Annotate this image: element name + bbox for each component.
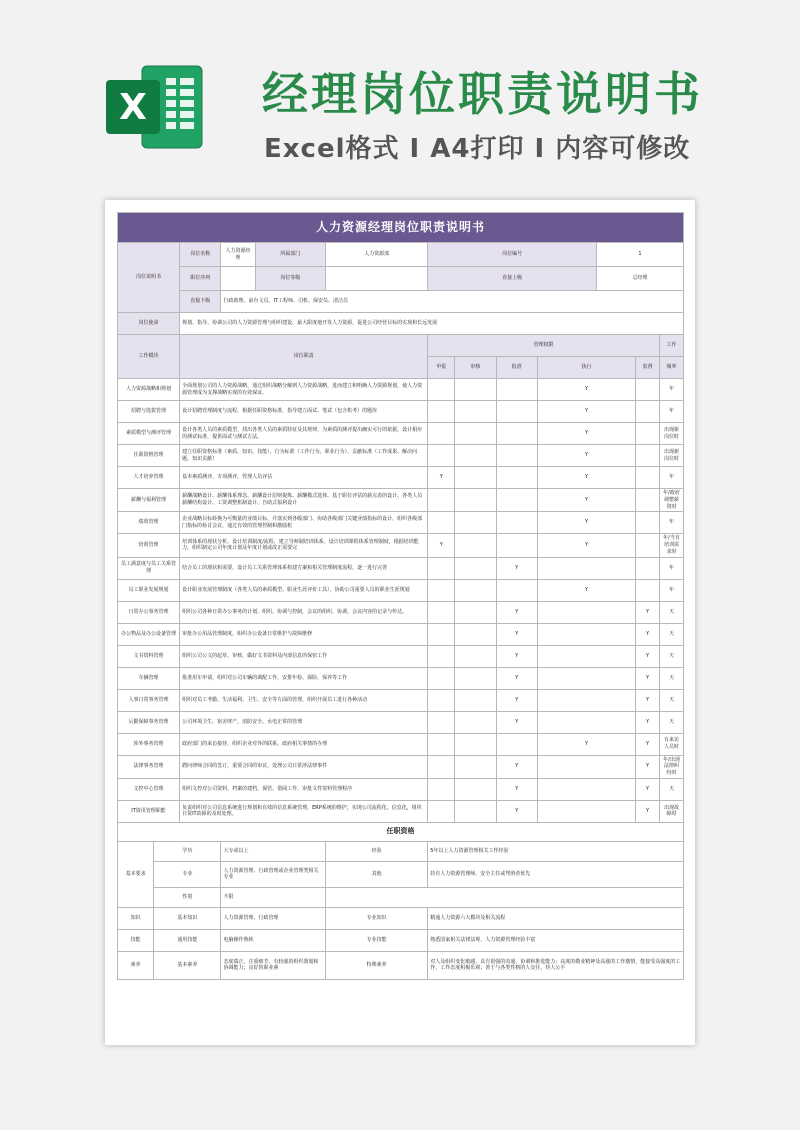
duty-module: 素质模型与测评管理 bbox=[118, 423, 180, 445]
duty-module: 人力资源战略和规划 bbox=[118, 379, 180, 401]
quals-knowledge: 知识 bbox=[118, 907, 154, 929]
perm-review bbox=[455, 733, 496, 755]
perm-approve bbox=[496, 401, 537, 423]
perm-execute bbox=[537, 711, 635, 733]
quals-experience-value: 5年以上人力资源管理相关工作经验 bbox=[428, 841, 684, 861]
duty-module: 车辆管理 bbox=[118, 667, 180, 689]
quals-major-value: 人力资源管理、行政管理或企业管理类相关专业 bbox=[221, 861, 325, 887]
quals-general-skill-label: 通用技能 bbox=[154, 929, 221, 951]
perm-apply bbox=[428, 379, 455, 401]
perm-approve bbox=[496, 489, 537, 512]
perm-apply bbox=[428, 800, 455, 822]
perm-execute: Y bbox=[537, 534, 635, 557]
label-subordinate: 直接下级 bbox=[180, 291, 221, 313]
duty-description: 负责组织对公司信息系统进行规划和有效的信息系统管理，ERP系统的维护，实现公司流程化、信息化，组织日常IT故障的及时处理。 bbox=[180, 800, 428, 822]
quals-gender-label: 性别 bbox=[154, 887, 221, 907]
perm-apply: Y bbox=[428, 467, 455, 489]
perm-apply bbox=[428, 711, 455, 733]
perm-approve: Y bbox=[496, 557, 537, 579]
perm-supervise bbox=[636, 467, 660, 489]
perm-review bbox=[455, 557, 496, 579]
quals-gender-value: 不限 bbox=[221, 887, 325, 907]
duty-row bbox=[118, 579, 684, 601]
duty-description: 设计各类人员的素质模型，找出各类人员的素质特征及其规律，为素质的测评提出确实可行的依据，设计相应的测试标准，提供面试与测试方法。 bbox=[180, 423, 428, 445]
perm-apply bbox=[428, 423, 455, 445]
perm-execute bbox=[537, 601, 635, 623]
duty-description: 基本素质测评，专项测评，管理人员评估 bbox=[180, 467, 428, 489]
duty-description: 薪酬战略设计、薪酬体系理念、薪酬设计原则提炼、薪酬模式选择。基于职位评估的薪点表的设计、各类人员薪酬结构设计、工资调整机制设计、自助式福利设计 bbox=[180, 489, 428, 512]
perm-apply bbox=[428, 778, 455, 800]
label-post-seq: 职位序列 bbox=[180, 267, 221, 291]
perm-approve bbox=[496, 534, 537, 557]
quals-pro-knowledge-value: 精通人力资源六大模块及相关流程 bbox=[428, 907, 684, 929]
quals-skill: 技能 bbox=[118, 929, 154, 951]
duty-row bbox=[118, 445, 684, 467]
header-frequency: 频率 bbox=[659, 357, 683, 379]
header-authority: 管理权限 bbox=[428, 335, 660, 357]
quals-basic-quality-value: 态度端正，注重细节，有较强的组织策划和协调能力；良好的职业素 bbox=[221, 951, 325, 979]
perm-execute: Y bbox=[537, 512, 635, 534]
duty-frequency: 年/政府调整薪资时 bbox=[659, 489, 683, 512]
perm-supervise: Y bbox=[636, 601, 660, 623]
perm-execute bbox=[537, 623, 635, 645]
duty-module: 法律事务管理 bbox=[118, 755, 180, 778]
perm-approve: Y bbox=[496, 800, 537, 822]
duty-module: 文书资料管理 bbox=[118, 645, 180, 667]
perm-approve bbox=[496, 379, 537, 401]
perm-approve bbox=[496, 579, 537, 601]
perm-supervise: Y bbox=[636, 778, 660, 800]
duty-description: 全面规划公司的人力资源战略，通过组织战略分解到人力资源战略，进而建立和明确人力资源规划，使人力资源管理成为支撑战略实现的有效保证。 bbox=[180, 379, 428, 401]
duty-module: 文控中心管理 bbox=[118, 778, 180, 800]
perm-review bbox=[455, 623, 496, 645]
perm-apply bbox=[428, 667, 455, 689]
duty-row bbox=[118, 601, 684, 623]
duty-frequency: 天 bbox=[659, 778, 683, 800]
perm-execute: Y bbox=[537, 379, 635, 401]
perm-supervise bbox=[636, 579, 660, 601]
quals-title: 任职资格 bbox=[118, 822, 684, 841]
perm-supervise: Y bbox=[636, 689, 660, 711]
duty-module: 培训管理 bbox=[118, 534, 180, 557]
duty-module: IT资讯管理职能 bbox=[118, 800, 180, 822]
duty-description: 设计招聘管理制度与流程，根据任职资格标准，指导建立面试、笔试（包含机考）的题库 bbox=[180, 401, 428, 423]
perm-review bbox=[455, 645, 496, 667]
perm-review bbox=[455, 755, 496, 778]
duty-module: 薪酬与福利管理 bbox=[118, 489, 180, 512]
duty-frequency: 有来访人员时 bbox=[659, 733, 683, 755]
duty-row bbox=[118, 379, 684, 401]
perm-approve bbox=[496, 467, 537, 489]
duty-row bbox=[118, 557, 684, 579]
perm-supervise bbox=[636, 423, 660, 445]
perm-execute: Y bbox=[537, 423, 635, 445]
perm-apply bbox=[428, 601, 455, 623]
perm-review bbox=[455, 512, 496, 534]
duty-row bbox=[118, 401, 684, 423]
perm-apply bbox=[428, 489, 455, 512]
doc-title: 人力资源经理岗位职责说明书 bbox=[118, 213, 684, 243]
label-department: 所属部门 bbox=[255, 243, 325, 267]
duty-row bbox=[118, 423, 684, 445]
value-post-seq bbox=[221, 267, 255, 291]
duty-module: 员工满意度与员工关系管理 bbox=[118, 557, 180, 579]
perm-review bbox=[455, 800, 496, 822]
quals-other-value: 持有人力资源管理师、安全主任或驾照者优先 bbox=[428, 861, 684, 887]
hero-subtitle: Excel格式 I A4打印 I 内容可修改 bbox=[264, 134, 691, 164]
perm-supervise: Y bbox=[636, 755, 660, 778]
perm-apply bbox=[428, 445, 455, 467]
quals-basic-knowledge-value: 人力资源管理、行政管理 bbox=[221, 907, 325, 929]
duty-description: 组织对员工考勤、生活福利、卫生、安全等方面的管理，组织开展员工进行各种活动 bbox=[180, 689, 428, 711]
duty-row bbox=[118, 800, 684, 822]
duty-module: 任职资格管理 bbox=[118, 445, 180, 467]
perm-apply bbox=[428, 401, 455, 423]
perm-review bbox=[455, 579, 496, 601]
duty-row bbox=[118, 645, 684, 667]
perm-execute bbox=[537, 645, 635, 667]
duty-row bbox=[118, 512, 684, 534]
perm-execute: Y bbox=[537, 467, 635, 489]
perm-approve bbox=[496, 423, 537, 445]
quals-experience-label: 经验 bbox=[325, 841, 427, 861]
duty-frequency: 年 bbox=[659, 401, 683, 423]
duty-description: 聘问律师合同的签订，重要合同的审议，处理公司日常涉法律事件 bbox=[180, 755, 428, 778]
perm-execute bbox=[537, 689, 635, 711]
duty-module: 办公物品及办公设备管理 bbox=[118, 623, 180, 645]
perm-approve bbox=[496, 512, 537, 534]
duty-module: 涉外事务管理 bbox=[118, 733, 180, 755]
perm-review bbox=[455, 534, 496, 557]
duty-description: 审批办公用品管理制度，组织办公设备日常维护与故障维修 bbox=[180, 623, 428, 645]
perm-execute: Y bbox=[537, 733, 635, 755]
label-post-name: 岗位名称 bbox=[180, 243, 221, 267]
perm-review bbox=[455, 401, 496, 423]
duty-row bbox=[118, 778, 684, 800]
duty-frequency: 年/出现法律纠纷时 bbox=[659, 755, 683, 778]
perm-review bbox=[455, 601, 496, 623]
perm-execute: Y bbox=[537, 401, 635, 423]
perm-apply bbox=[428, 645, 455, 667]
excel-logo-icon bbox=[104, 64, 204, 150]
header-work: 工作 bbox=[659, 335, 683, 357]
perm-execute: Y bbox=[537, 489, 635, 512]
perm-approve bbox=[496, 733, 537, 755]
job-description-table bbox=[117, 212, 684, 980]
duty-description: 企业战略目标转换为可衡量的业绩目标，并落实到各级部门、协助各级部门关键业绩指标的设计，组织各级部门指标的检讨会议，通过有效的管理控制和激励机 bbox=[180, 512, 428, 534]
quals-basic-quality-label: 基本素养 bbox=[154, 951, 221, 979]
perm-review bbox=[455, 379, 496, 401]
perm-supervise bbox=[636, 534, 660, 557]
duty-frequency: 年 bbox=[659, 467, 683, 489]
duty-description: 公司环境卫生，宿舍财产，消防安全、水电正常的管理 bbox=[180, 711, 428, 733]
duty-frequency: 天 bbox=[659, 623, 683, 645]
quals-major-label: 专业 bbox=[154, 861, 221, 887]
perm-approve: Y bbox=[496, 755, 537, 778]
duty-frequency: 天 bbox=[659, 667, 683, 689]
perm-execute bbox=[537, 800, 635, 822]
duty-description: 设计职业发展管理制度（各类人员的素质模型、职业生涯评价工具），协助公司重要人员的职业生涯规划 bbox=[180, 579, 428, 601]
value-department: 人力资源部 bbox=[325, 243, 427, 267]
duty-description: 批准用车申请，组织对公司车辆的调配工作，安排年检、保险、保养等工作 bbox=[180, 667, 428, 689]
duty-frequency: 出现新岗位时 bbox=[659, 445, 683, 467]
duty-row bbox=[118, 733, 684, 755]
perm-apply bbox=[428, 512, 455, 534]
perm-approve: Y bbox=[496, 645, 537, 667]
perm-apply: Y bbox=[428, 534, 455, 557]
perm-header-supervise: 监督 bbox=[636, 357, 660, 379]
perm-header-approve: 批准 bbox=[496, 357, 537, 379]
label-mission: 岗位使命 bbox=[118, 313, 180, 335]
duty-description: 组织文控对公司资料，档案的建档、保管、借阅工作，审批文件资料管理程序 bbox=[180, 778, 428, 800]
duty-description: 建立任职资格标准（素质、知识、技能）、行为标准（工作行为、职业行为）、贡献标准（工作成果、解决问题、知识贡献） bbox=[180, 445, 428, 467]
duty-row bbox=[118, 534, 684, 557]
value-subordinate: 行政助理、前台文员、IT工程师、司机、保安员、清洁员 bbox=[221, 291, 684, 313]
perm-apply bbox=[428, 733, 455, 755]
perm-supervise: Y bbox=[636, 800, 660, 822]
perm-supervise bbox=[636, 557, 660, 579]
perm-approve: Y bbox=[496, 667, 537, 689]
duty-module: 后勤保障事务管理 bbox=[118, 711, 180, 733]
perm-review bbox=[455, 445, 496, 467]
value-post-no: 1 bbox=[596, 243, 683, 267]
duty-frequency: 出现故障时 bbox=[659, 800, 683, 822]
duty-module: 绩效管理 bbox=[118, 512, 180, 534]
duty-frequency: 天 bbox=[659, 689, 683, 711]
perm-review bbox=[455, 667, 496, 689]
perm-execute bbox=[537, 755, 635, 778]
duty-row bbox=[118, 689, 684, 711]
duty-frequency: 年 bbox=[659, 379, 683, 401]
perm-execute: Y bbox=[537, 579, 635, 601]
quals-general-skill-value: 电脑操作熟练 bbox=[221, 929, 325, 951]
quals-education-value: 大专或以上 bbox=[221, 841, 325, 861]
duty-row bbox=[118, 711, 684, 733]
duty-frequency: 年/当有培训需求时 bbox=[659, 534, 683, 557]
quals-gender-empty bbox=[325, 887, 683, 907]
duty-frequency: 年 bbox=[659, 512, 683, 534]
perm-supervise bbox=[636, 489, 660, 512]
perm-review bbox=[455, 778, 496, 800]
document-sheet bbox=[105, 200, 695, 1045]
perm-apply bbox=[428, 623, 455, 645]
duty-description: 组织公司公文的起草、审核，做好文书资料及内部信息的保密工作 bbox=[180, 645, 428, 667]
perm-supervise bbox=[636, 401, 660, 423]
perm-apply bbox=[428, 557, 455, 579]
perm-execute bbox=[537, 557, 635, 579]
quals-basic-knowledge-label: 基本知识 bbox=[154, 907, 221, 929]
perm-review bbox=[455, 689, 496, 711]
perm-review bbox=[455, 423, 496, 445]
duty-module: 人才培养管理 bbox=[118, 467, 180, 489]
quals-pro-skill-value: 熟悉国家相关法律法规，人力资源管理经验丰富 bbox=[428, 929, 684, 951]
duty-description: 政府部门的来访接待，组织企业对外的联系，政府相关事情的办理 bbox=[180, 733, 428, 755]
quals-basic-req: 基本要求 bbox=[118, 841, 154, 907]
quals-education-label: 学历 bbox=[154, 841, 221, 861]
label-superior: 直接上级 bbox=[428, 267, 597, 291]
perm-execute bbox=[537, 778, 635, 800]
quals-pro-knowledge-label: 专业知识 bbox=[325, 907, 427, 929]
duty-description: 结合员工的现状和需要，设计员工关系管理体系构建方案和相关管理制度流程，逐一进行完善 bbox=[180, 557, 428, 579]
perm-supervise bbox=[636, 512, 660, 534]
duty-frequency: 年 bbox=[659, 579, 683, 601]
perm-supervise: Y bbox=[636, 667, 660, 689]
section-label: 岗位说明书 bbox=[118, 243, 180, 313]
quals-pro-skill-label: 专业技能 bbox=[325, 929, 427, 951]
perm-apply bbox=[428, 689, 455, 711]
header-duties: 岗位职责 bbox=[180, 335, 428, 379]
perm-review bbox=[455, 711, 496, 733]
duty-frequency: 天 bbox=[659, 711, 683, 733]
perm-approve: Y bbox=[496, 778, 537, 800]
duty-module: 员工职业发展规划 bbox=[118, 579, 180, 601]
perm-header-apply: 申报 bbox=[428, 357, 455, 379]
duty-frequency: 出现新岗位时 bbox=[659, 423, 683, 445]
quals-special-quality-value: 对人及组织变化敏感，具有很强的沟通、协调和推进能力；高度的敬业精神及高涨的工作激情，能接受高强度的工作，工作态度积极乐观；善于与各类性格的人交往，待人公平 bbox=[428, 951, 684, 979]
perm-approve: Y bbox=[496, 689, 537, 711]
perm-supervise bbox=[636, 379, 660, 401]
value-post-level bbox=[325, 267, 427, 291]
quals-quality: 素养 bbox=[118, 951, 154, 979]
header-module: 工作模块 bbox=[118, 335, 180, 379]
duty-frequency: 天 bbox=[659, 601, 683, 623]
duty-row bbox=[118, 667, 684, 689]
perm-supervise bbox=[636, 445, 660, 467]
quals-special-quality-label: 特殊素养 bbox=[325, 951, 427, 979]
perm-review bbox=[455, 467, 496, 489]
hero-title: 经理岗位职责说明书 bbox=[262, 67, 703, 121]
perm-approve: Y bbox=[496, 601, 537, 623]
perm-approve bbox=[496, 445, 537, 467]
duty-row bbox=[118, 467, 684, 489]
perm-approve: Y bbox=[496, 711, 537, 733]
perm-supervise: Y bbox=[636, 733, 660, 755]
perm-apply bbox=[428, 579, 455, 601]
duty-frequency: 天 bbox=[659, 645, 683, 667]
perm-header-review: 审核 bbox=[455, 357, 496, 379]
perm-approve: Y bbox=[496, 623, 537, 645]
label-post-no: 岗位编号 bbox=[428, 243, 597, 267]
label-post-level: 岗位等级 bbox=[255, 267, 325, 291]
value-post-name: 人力资源经理 bbox=[221, 243, 255, 267]
duty-module: 日常办公事务管理 bbox=[118, 601, 180, 623]
quals-other-label: 其他 bbox=[325, 861, 427, 887]
duty-description: 培训体系的现状分析，设计培训制度/流程，建立导师制培训体系，设计培训课程体系管理制度，根据培训能力，组织制定公司年度计划及年度计划或改正需要完 bbox=[180, 534, 428, 557]
duty-module: 人事日常事务管理 bbox=[118, 689, 180, 711]
duty-module: 招聘与选拔管理 bbox=[118, 401, 180, 423]
perm-supervise: Y bbox=[636, 645, 660, 667]
duty-row bbox=[118, 755, 684, 778]
duty-row bbox=[118, 489, 684, 512]
duty-description: 组织公司各种日常办公事务的计划、组织、协调与控制，会议的组织、协调，会议内容的记录与传达。 bbox=[180, 601, 428, 623]
perm-execute bbox=[537, 667, 635, 689]
perm-review bbox=[455, 489, 496, 512]
perm-header-execute: 执行 bbox=[537, 357, 635, 379]
perm-supervise: Y bbox=[636, 623, 660, 645]
value-mission: 规划、指导、协调公司的人力资源管理与组织建设，最大限度地开发人力资源，促进公司经营目标的实现和长远发展 bbox=[180, 313, 684, 335]
duty-frequency: 年 bbox=[659, 557, 683, 579]
svg-text:X: X bbox=[119, 87, 147, 128]
duty-row bbox=[118, 623, 684, 645]
perm-execute: Y bbox=[537, 445, 635, 467]
value-superior: 总经理 bbox=[596, 267, 683, 291]
perm-apply bbox=[428, 755, 455, 778]
perm-supervise: Y bbox=[636, 711, 660, 733]
